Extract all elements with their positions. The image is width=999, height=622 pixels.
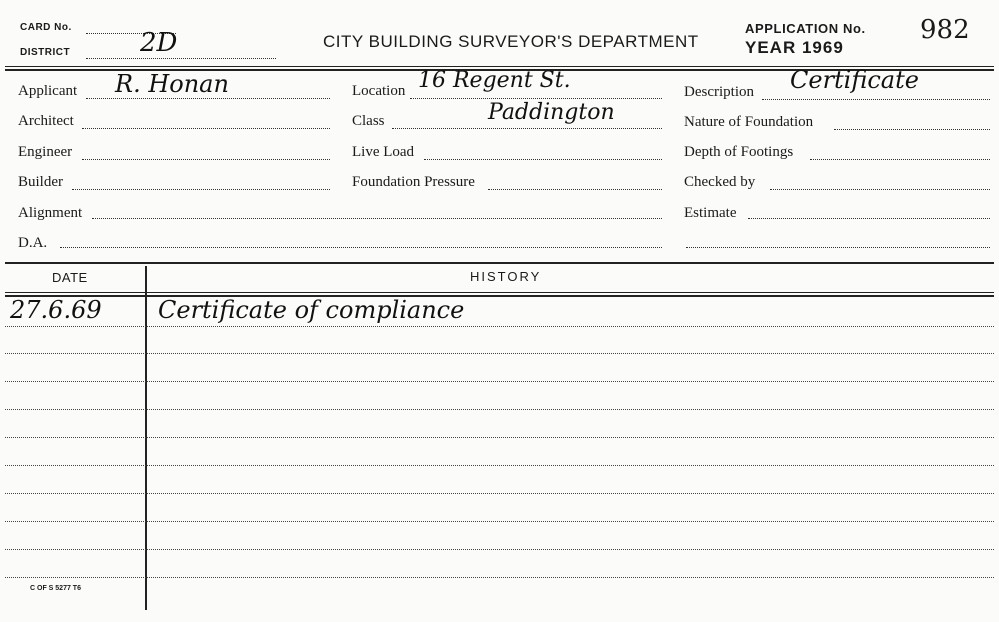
live-load-label: Live Load bbox=[352, 144, 415, 160]
table-row bbox=[5, 577, 994, 578]
history-entry-date: 27.6.69 bbox=[10, 296, 102, 324]
builder-line bbox=[72, 189, 330, 190]
table-row bbox=[5, 381, 994, 382]
location-line bbox=[410, 98, 662, 99]
alignment-line bbox=[92, 218, 662, 219]
architect-label: Architect bbox=[18, 113, 74, 129]
applicant-line bbox=[86, 98, 330, 99]
class-label: Class bbox=[352, 113, 385, 129]
engineer-label: Engineer bbox=[18, 144, 73, 160]
blank-right-line bbox=[686, 247, 990, 248]
year-label: YEAR 1969 bbox=[745, 38, 844, 57]
table-row bbox=[5, 465, 994, 466]
department-title: CITY BUILDING SURVEYOR'S DEPARTMENT bbox=[323, 32, 699, 51]
history-entry-text: Certificate of compliance bbox=[158, 296, 465, 324]
card-no-label: CARD No. bbox=[20, 22, 72, 33]
description-line bbox=[762, 99, 990, 100]
builder-label: Builder bbox=[18, 174, 63, 190]
applicant-value: R. Honan bbox=[115, 70, 229, 98]
live-load-line bbox=[424, 159, 662, 160]
depth-of-footings-line bbox=[810, 159, 990, 160]
history-header-rule bbox=[5, 292, 994, 293]
nature-of-foundation-line bbox=[834, 129, 990, 130]
description-label: Description bbox=[684, 84, 754, 100]
district-value: 2D bbox=[140, 28, 178, 58]
table-row bbox=[5, 409, 994, 410]
application-number: 982 bbox=[920, 15, 970, 45]
history-header-rule-thick bbox=[5, 295, 994, 297]
description-value: Certificate bbox=[790, 66, 919, 94]
location-value-2: Paddington bbox=[488, 100, 615, 125]
engineer-line bbox=[82, 159, 330, 160]
district-line bbox=[86, 58, 276, 59]
foundation-pressure-label: Foundation Pressure bbox=[352, 174, 475, 190]
application-label: APPLICATION No. bbox=[745, 21, 866, 36]
alignment-label: Alignment bbox=[18, 205, 83, 221]
estimate-label: Estimate bbox=[684, 205, 737, 221]
applicant-label: Applicant bbox=[18, 83, 78, 99]
da-label: D.A. bbox=[18, 235, 48, 251]
date-column-divider bbox=[145, 266, 147, 610]
district-label: DISTRICT bbox=[20, 47, 71, 58]
table-row bbox=[5, 493, 994, 494]
date-header: DATE bbox=[52, 270, 88, 285]
table-row bbox=[5, 549, 994, 550]
architect-line bbox=[82, 128, 330, 129]
checked-by-line bbox=[770, 189, 990, 190]
checked-by-label: Checked by bbox=[684, 174, 756, 190]
location-value-1: 16 Regent St. bbox=[418, 68, 571, 93]
history-header: HISTORY bbox=[470, 269, 542, 284]
table-row bbox=[5, 521, 994, 522]
form-code: C OF S 5277 T6 bbox=[30, 585, 81, 592]
table-row bbox=[5, 353, 994, 354]
table-row bbox=[5, 437, 994, 438]
estimate-line bbox=[748, 218, 990, 219]
table-row bbox=[5, 326, 994, 327]
class-line bbox=[392, 128, 662, 129]
history-top-rule bbox=[5, 262, 994, 264]
depth-of-footings-label: Depth of Footings bbox=[684, 144, 794, 160]
nature-of-foundation-label: Nature of Foundation bbox=[684, 114, 814, 130]
foundation-pressure-line bbox=[488, 189, 662, 190]
da-line bbox=[60, 247, 662, 248]
location-label: Location bbox=[352, 83, 406, 99]
